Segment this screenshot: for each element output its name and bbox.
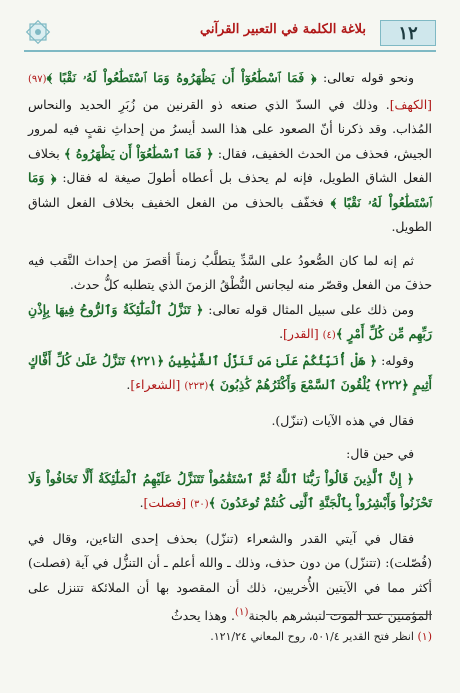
- quran-verse: ﴿ فَمَا ٱسْطَٰعُوٓاْ أَن يَظْهَرُوهُ ﴾: [63, 145, 214, 161]
- sura-reference: [القدر]: [283, 326, 319, 341]
- sura-reference: [الشعراء]: [130, 377, 181, 392]
- sura-reference: [الكهف]: [389, 96, 432, 112]
- page-body: [28, 66, 432, 629]
- paragraph-text: فقال في آيتي القدر والشعراء (تنزّل) بحذف إحدى التاءين، وقال في (فُصّلت): (تتنزّل) من دون حذف، وذلك ـ والله أعلم ـ أن التنزُّل في آية (فصلت) أكثر مما في الآيتين الأُخريين، ذلك أن المقصود بها أن الملائكة تتنزل على المؤمنين عند الموت لتبشرهم بالجنة: [28, 530, 432, 624]
- footnote-number: (١): [417, 630, 432, 643]
- paragraph-text: .: [126, 377, 131, 392]
- book-title: بلاغة الكلمة في التعبير القرآني: [199, 22, 366, 37]
- footnote: [28, 628, 432, 646]
- paragraph: [28, 467, 432, 518]
- footnote-text: انظر فتح القدير ٥٠١/٤، روح المعاني ١٢١/٢٤.: [210, 630, 418, 643]
- footnote-divider: [326, 614, 432, 615]
- header-divider: [24, 50, 436, 52]
- paragraph-text: وقوله:: [376, 352, 414, 368]
- paragraph-text: .: [279, 326, 284, 341]
- paragraph-text: . وذلك في السدّ الذي صنعه ذو القرنين من زُبَرِ الحديد والنحاس المُذاب. وقد ذكرنا أنّ الصعود على هذا السد أيسرُ من إحداثِ نقبٍ فيه لمرور الجيش، فحذف من الحدث الخفيف، فقال:: [28, 96, 432, 161]
- octagram-ornament-icon: [24, 18, 52, 46]
- ayah-number: (٢٢٣): [184, 381, 209, 392]
- ayah-number: (٩٧): [28, 74, 47, 85]
- paragraph-text: بخلاف الفعل الشاق الطويل، فإنه لم يحذف بل أعطاه أطولَ صيغة له فقال:: [28, 145, 432, 185]
- paragraph-text: فخفّف بالحذف من الفعل الخفيف بخلاف الفعل الشاق الطويل.: [28, 194, 432, 234]
- paragraph-text: .: [139, 495, 144, 510]
- quran-verse: ﴿ تَنَزَّلُ ٱلْمَلَٰٓئِكَةُ وَٱلرُّوحُ فِيهَا بِإِذْنِ رَبِّهِم مِّن كُلِّ أَمْرٍ ﴾: [28, 301, 432, 341]
- ayah-number: (٣٠): [190, 499, 209, 510]
- paragraph: [28, 66, 432, 240]
- paragraph: [28, 298, 432, 349]
- paragraph: في حين قال:: [346, 446, 414, 461]
- page-header: [24, 18, 436, 48]
- quran-verse: ﴿ إِنَّ ٱلَّذِينَ قَالُواْ رَبُّنَا ٱللَّهُ ثُمَّ ٱسْتَقَٰمُواْ تَتَنَزَّلُ عَلَيْهِمُ ٱلْمَلَٰٓئِكَةُ أَلَّا تَخَافُواْ وَلَا تَحْزَنُواْ وَأَبْشِرُواْ بِٱلْجَنَّةِ ٱلَّتِى كُنتُمْ تُوعَدُونَ ﴾: [28, 470, 432, 510]
- paragraph-text: . وهذا يحدثُ: [170, 608, 235, 624]
- page-number: ١٢: [380, 20, 436, 46]
- paragraph: فقال في هذه الآيات (تنزّل).: [271, 412, 414, 428]
- sura-reference: [فصلت]: [143, 495, 187, 510]
- quran-verse: ﴿ فَمَا ٱسْطَٰعُوٓاْ أَن يَظْهَرُوهُ وَمَا ٱسْتَطَٰعُواْ لَهُۥ نَقْبًا ﴾: [46, 70, 317, 85]
- paragraph-text: ومن ذلك على سبيل المثال قوله تعالى:: [203, 301, 414, 317]
- quran-verse: ﴿ هَلْ أُنَبِّئُكُمْ عَلَىٰ مَن تَنَزَّلُ ٱلشَّيَٰطِينُ ﴿٢٢١﴾ تَنَزَّلُ عَلَىٰ كُلِّ أَفَّاكٍ أَثِيمٍ ﴿٢٢٢﴾ يُلْقُونَ ٱلسَّمْعَ وَأَكْثَرُهُمْ كَٰذِبُونَ ﴾: [28, 352, 432, 392]
- paragraph-text: ونحو قوله تعالى:: [316, 70, 414, 85]
- paragraph: ثم إنه لما كان الصُّعودُ على السَّدِّ يتطلَّبُ زمناً أقصرَ من إحداث النَّقب فيه حذفَ من الفعل وقصّر منه ليجانس النُّطْقُ الزمنَ الذي يتطلبه كلُّ حدث.: [28, 252, 432, 292]
- paragraph: [28, 349, 432, 400]
- quran-verse: ﴿ وَمَا ٱسْتَطَٰعُواْ لَهُۥ نَقْبًا ﴾: [28, 170, 432, 210]
- footnote-marker: (١): [234, 606, 249, 618]
- ayah-number: (٤): [322, 330, 336, 341]
